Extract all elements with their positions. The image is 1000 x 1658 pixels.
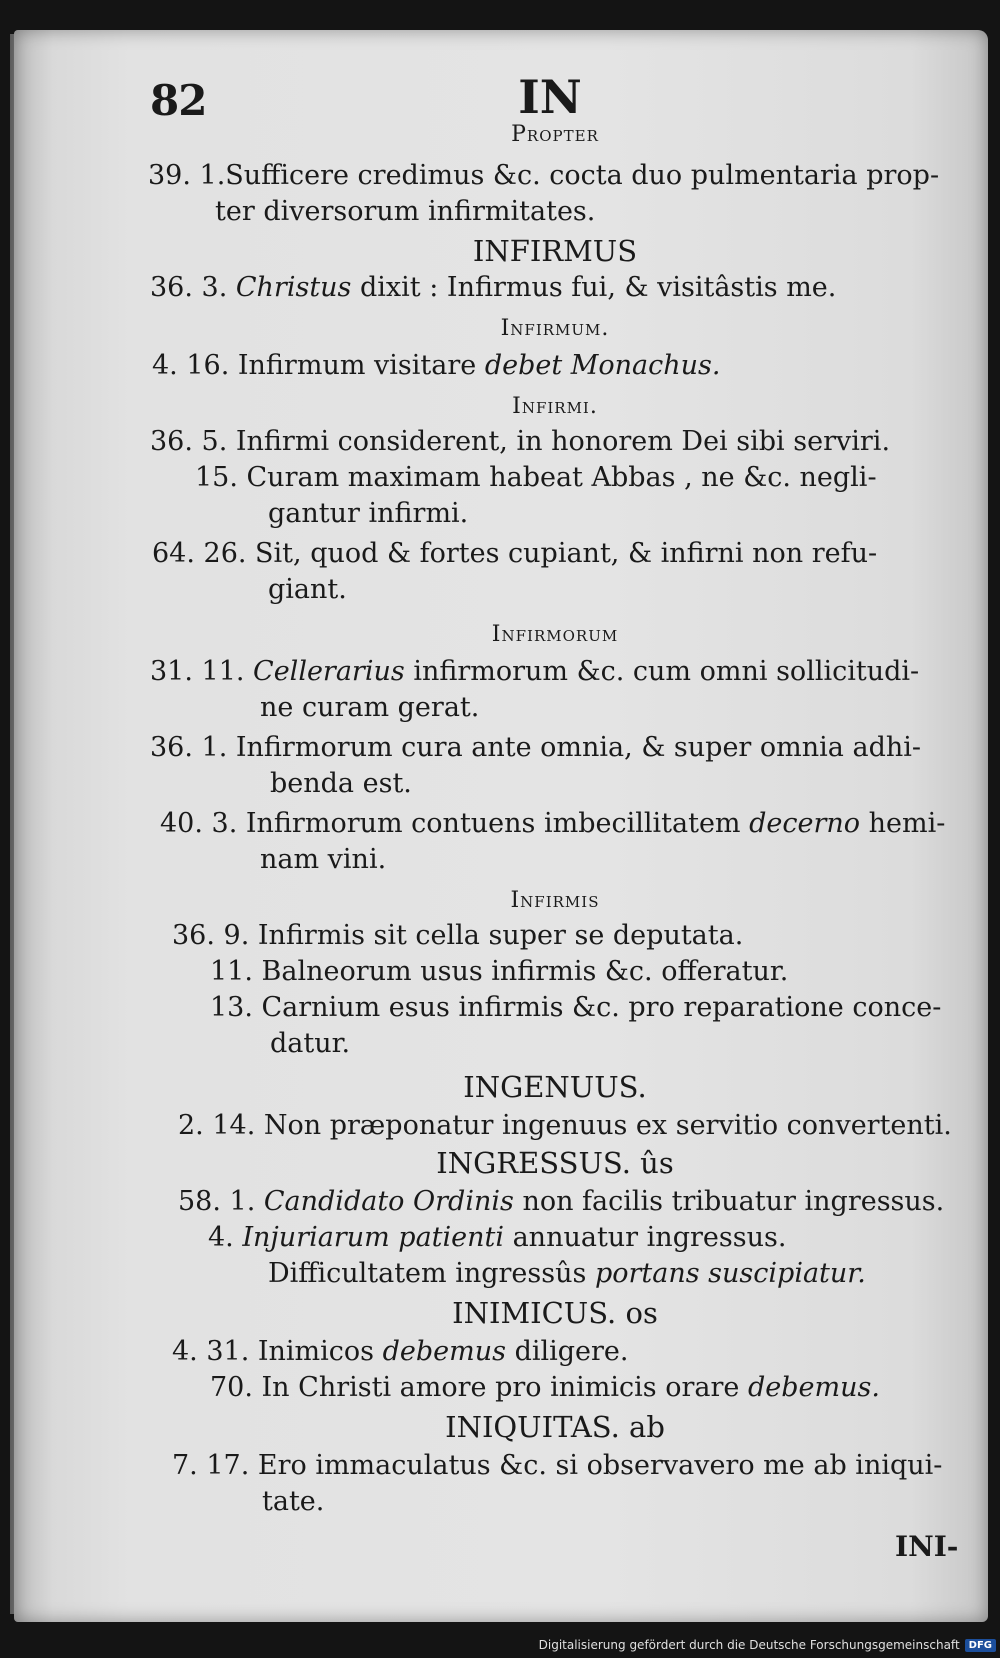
index-line: giant. [268,574,347,605]
index-line: ter diversorum infirmitates. [215,196,596,227]
index-heading: Propter [511,122,599,147]
index-line: 31. 11. Cellerarius infirmorum &c. cum omni sollicitudi- [150,656,920,687]
index-line: 58. 1. Candidato Ordinis non facilis tribuatur ingressus. [178,1186,945,1217]
index-line: 7. 17. Ero immaculatus &c. si observavero me ab iniqui- [172,1450,943,1481]
catchword: INI- [895,1530,959,1563]
index-line: Difficultatem ingressûs portans suscipiatur. [268,1258,866,1289]
index-line: 13. Carnium esus infirmis &c. pro reparatione conce- [210,992,942,1023]
digitization-credit [539,1635,996,1655]
index-line: 4. Injuriarum patienti annuatur ingressus. [208,1222,787,1253]
index-heading: Infirmi. [512,394,598,419]
index-line: 70. In Christi amore pro inimicis orare debemus. [210,1372,880,1403]
index-line: gantur infirmi. [268,498,469,529]
index-line: 36. 1. Infirmorum cura ante omnia, & super omnia adhi- [150,732,922,763]
dfg-logo: DFG [965,1639,996,1652]
index-heading: Infirmorum [491,622,619,647]
index-line: 40. 3. Infirmorum contuens imbecillitatem decerno hemi- [160,808,946,839]
index-line: 64. 26. Sit, quod & fortes cupiant, & infirni non refu- [152,538,878,569]
index-heading: INGRESSUS. ûs [436,1146,674,1180]
index-line: tate. [262,1486,325,1517]
index-line: ne curam gerat. [260,692,480,723]
index-heading: INFIRMUS [472,234,638,268]
index-line: 2. 14. Non præponatur ingenuus ex servitio convertenti. [178,1110,952,1141]
index-line: datur. [270,1028,351,1059]
index-line: 15. Curam maximam habeat Abbas , ne &c. negli- [195,462,877,493]
index-line: 36. 3. Christus dixit : Infirmus fui, & visitâstis me. [150,272,837,303]
page-number: 82 [150,76,207,125]
index-heading: INIMICUS. os [452,1296,658,1330]
index-line: 36. 5. Infirmi considerent, in honorem Dei sibi serviri. [150,426,891,457]
running-head: IN [518,70,582,124]
credit-text: Digitalisierung gefördert durch die Deutsche Forschungsgemeinschaft [538,1638,960,1652]
index-line: 11. Balneorum usus infirmis &c. offeratur. [210,956,789,987]
index-line: 4. 31. Inimicos debemus diligere. [172,1336,629,1367]
index-line: 36. 9. Infirmis sit cella super se deputata. [172,920,744,951]
index-line: 4. 16. Infirmum visitare debet Monachus. [152,350,721,381]
index-heading: Infirmum. [500,316,610,341]
index-line: benda est. [270,768,412,799]
index-heading: Infirmis [510,888,600,913]
index-line: 39. 1.Sufficere credimus &c. cocta duo pulmentaria prop- [148,160,940,191]
index-heading: INIQUITAS. ab [445,1410,665,1444]
index-heading: INGENUUS. [463,1070,647,1104]
index-line: nam vini. [260,844,387,875]
